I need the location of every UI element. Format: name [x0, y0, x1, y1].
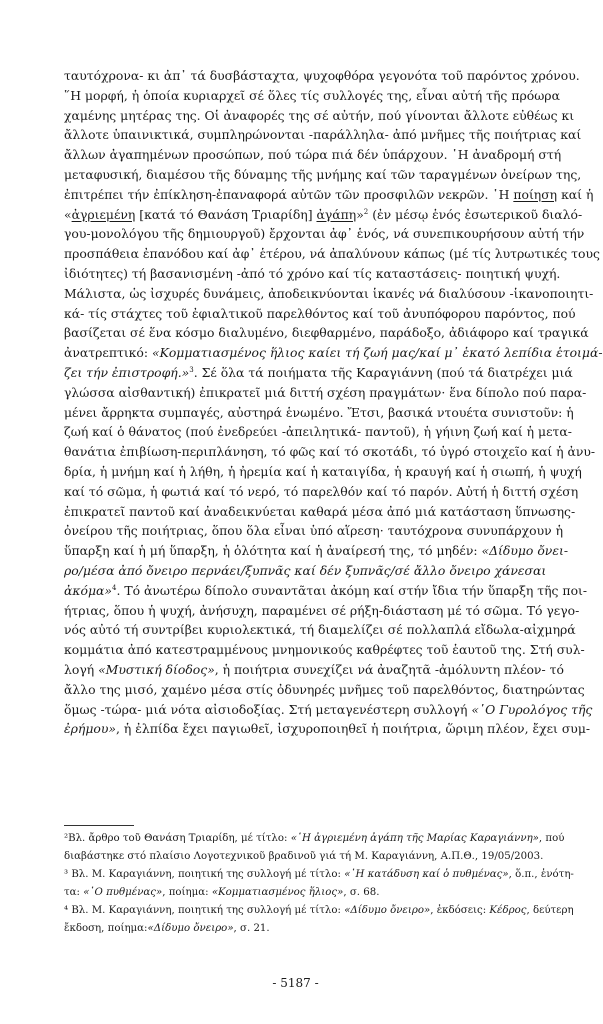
- body-text: [64, 66, 603, 739]
- footnote-divider: [64, 825, 134, 826]
- text-run: , πού: [538, 833, 565, 844]
- text-run: ἐπιτρέπει τήν ἐπίκληση-ἐπαναφορά αὐτῶν τῶν προσφιλῶν νεκρῶν. ῾Η: [64, 186, 514, 202]
- text-run: καί ἡ: [557, 186, 594, 202]
- text-line: ζωή καί ὁ θάνατος (πού ἐνεδρεύει -ἀπειλητικά- παντοῦ), ἡ γήινη ζωή καί ἡ μετα-: [64, 424, 572, 440]
- quote-text: «Δίδυμο ὄνειρο»: [344, 905, 431, 916]
- underlined-text: ἀγάπη: [316, 206, 357, 222]
- footnote-line: [64, 866, 574, 884]
- footnote-line: [64, 884, 544, 902]
- text-line: καί τό σῶμα, ἡ φωτιά καί τό νερό, τό παρελθόν καί τό παρόν. Αὐτή ἡ διττή σχέση: [64, 483, 579, 499]
- text-line: ήτριας, ὅπου ἡ ψυχή, ἀνήσυχη, παραμένει σέ ρήξη-διάσταση μέ τό σῶμα. Τό γεγο-: [64, 602, 580, 618]
- text-run: , ἐκδόσεις:: [430, 905, 490, 916]
- text-line: νός αὐτό τή συντρίβει κυριολεκτικά, τή διαμελίζει σέ πολλαπλά εἴδωλα-αἰχμηρά: [64, 622, 576, 638]
- text-run: , ἡ ποιήτρια συνεχίζει νά ἀναζητᾶ -ἀμόλυντη πλέον- τό: [214, 661, 564, 677]
- text-line: ὀνείρου τῆς ποιήτριας, ὅπου ὅλα εἶναι ὑπό αἵρεση· ταυτόχρονα συνυπάρχουν ἡ: [64, 523, 564, 539]
- quote-text: «Μυστική δίοδος»: [98, 661, 215, 677]
- text-line: [64, 205, 583, 225]
- quote-text: «Δίδυμο ὄνειρο»: [147, 923, 234, 934]
- text-line: [64, 700, 593, 720]
- quote-text: «Κομματιασμένος ἥλιος»: [211, 887, 344, 898]
- text-run: τα:: [64, 887, 84, 898]
- footnote-line: [64, 830, 565, 848]
- underlined-text: ποίηση: [513, 186, 558, 202]
- text-run: (ἐν μέσῳ ἑνός ἐσωτερικοῦ διαλό-: [368, 206, 583, 222]
- text-run: «: [64, 206, 72, 222]
- text-run: λογή: [64, 661, 99, 677]
- quote-text: «῾Ο πυθμένας»: [83, 887, 163, 898]
- text-run: ³ Βλ. Μ. Καραγιάννη, ποιητική της συλλογή μέ τίτλο:: [64, 869, 345, 880]
- text-run: , δεύτερη: [526, 905, 574, 916]
- text-line: χαμένης μητέρας της. Οἱ ἀναφορές της σέ αὐτήν, πού γίνονται ἄλλοτε εὐθέως κι: [64, 107, 575, 123]
- text-line: [64, 541, 569, 561]
- text-line: προσπάθεια ἐπανόδου καί ἀφ᾽ ἑτέρου, νά ἀπαλύνουν κάπως (μέ τίς λυτρωτικές τους: [64, 246, 600, 262]
- quote-text: ἀκόμα»: [64, 582, 112, 598]
- text-line: ταυτόχρονα- κι ἀπ᾽ τά δυσβάσταχτα, ψυχοφθόρα γεγονότα τοῦ παρόντος χρόνου.: [64, 68, 580, 83]
- quote-text: ζει τήν ἐπιστροφή.»: [64, 364, 190, 380]
- footnote-ref: 4: [111, 583, 117, 592]
- quote-text: «Κομματιασμένος ἥλιος καίει τή ζωή μας/καί μ᾽ ἑκατό λεπίδια ἑτοιμά-: [152, 345, 603, 361]
- text-line: ῞Η μορφή, ἡ ὁποία κυριαρχεῖ σέ ὅλες τίς συλλογές της, εἶναι αὐτή τῆς πρόωρα: [64, 87, 560, 103]
- footnotes: [64, 830, 574, 938]
- text-line: ἄλλο της μισό, χαμένο μέσα στίς ὀδυνηρές μνῆμες τοῦ παρελθόντος, διατηρώντας: [64, 681, 585, 697]
- text-line: βασίζεται σέ ἕνα κόσμο διαλυμένο, διεφθαρμένο, παράδοξο, ἀδιάφορο καί τραγικά: [64, 325, 589, 341]
- quote-text: «῾Ο Γυρολόγος τῆς: [471, 701, 593, 717]
- text-line: δρία, ἡ μνήμη καί ἡ λήθη, ἡ ἠρεμία καί ἡ καταιγίδα, ἡ κραυγή καί ἡ σιωπή, ἡ ψυχή: [64, 463, 582, 479]
- text-line: [64, 185, 594, 205]
- quote-text: «῾Η ἀγριεμένη ἀγάπη τῆς Μαρίας Καραγιάννη»: [290, 833, 539, 844]
- text-run: , ἡ ἐλπίδα ἔχει παγιωθεῖ, ἰσχυροποιηθεῖ ἡ ποιήτρια, ὥριμη πλέον, ἔχει συμ-: [115, 721, 591, 737]
- text-line: μένει ἄρρηκτα συμπαγές, αὐστηρά ἑνωμένο. Ἔτσι, βασικά ντουέτα συνιστοῦν: ἡ: [64, 404, 574, 420]
- text-run: ²Βλ. ἄρθρο τοῦ Θανάση Τριαρίδη, μέ τίτλο:: [64, 833, 291, 844]
- text-line: [64, 581, 588, 601]
- text-run: ὕπαρξη καί ἡ μή ὕπαρξη, ἡ ὁλότητα καί ἡ ἀναίρεσή της, τό μηδέν:: [64, 543, 482, 559]
- footnote-line: διαβάστηκε στό πλαίσιο Λογοτεχνικοῦ βραδινοῦ γιά τή Μ. Καραγιάννη, Α.Π.Θ., 19/05/2003.: [64, 851, 544, 862]
- text-line: μεταφυσική, διαμέσου τῆς δύναμης τῆς μνήμης καί τῶν ταραγμένων ὀνείρων της,: [64, 166, 582, 182]
- quote-text: Κέδρος: [489, 905, 527, 916]
- text-line: κά- τίς στάχτες τοῦ ἐφιαλτικοῦ παρελθόντος καί τοῦ ἀνυπόφορου παρόντος, πού: [64, 305, 576, 321]
- quote-text: ἐρήμου»: [64, 721, 116, 737]
- footnote-ref: 2: [363, 207, 369, 216]
- text-run: , σ. 68.: [343, 887, 380, 898]
- text-run: »: [356, 206, 364, 222]
- text-run: ἀνατρεπτικό:: [64, 345, 152, 361]
- text-line: [64, 660, 564, 680]
- text-run: . Σέ ὅλα τά ποιήματα τῆς Καραγιάννη (πού τά διατρέχει μιά: [193, 364, 573, 380]
- quote-text: «῾Η κατάδυση καί ὁ πυθμένας»: [344, 869, 509, 880]
- text-run: ἔκδοση, ποίημα:: [64, 923, 148, 934]
- text-run: , σ. 21.: [233, 923, 270, 934]
- footnote-line: [64, 902, 574, 920]
- text-line: γου-μονολόγου τῆς δημιουργοῦ) ἔρχονται ἀφ᾽ ἑνός, νά συνεπικουρήσουν αὐτή τήν: [64, 226, 585, 242]
- footnote-ref: 3: [189, 365, 194, 374]
- text-line: ἄλλων ἀγαπημένων προσώπων, πού τώρα πιά δέν ὑπάρχουν. ῾Η ἀναδρομή στή: [64, 147, 562, 163]
- text-line: γλώσσα αἰσθαντική) ἐπικρατεῖ μιά διττή σχέση πραγμάτων· ἕνα δίπολο πού παρα-: [64, 384, 587, 400]
- text-line: ἰδιότητες) τή βασανισμένη -ἀπό τό χρόνο καί τίς καταστάσεις- ποιητική ψυχή.: [64, 265, 561, 281]
- text-line: ἐπικρατεῖ παντοῦ καί ἀναδεικνύεται καθαρά μέσα ἀπό μιά κατάσταση ὕπνωσης-: [64, 503, 576, 519]
- text-line: ἄλλοτε ὑπαινικτικά, συμπληρώνονται -παράλληλα- ἀπό μνῆμες τῆς ποιήτριας καί: [64, 127, 582, 143]
- text-run: , ποίημα:: [162, 887, 212, 898]
- text-line: [64, 343, 603, 363]
- footnote-line: [64, 920, 544, 938]
- text-run: . Τό ἀνωτέρω δίπολο συναντᾶται ἀκόμη καί στήν ἴδια τήν ὕπαρξη τῆς ποι-: [116, 582, 588, 598]
- text-run: ⁴ Βλ. Μ. Καραγιάννη, ποιητική της συλλογή μέ τίτλο:: [64, 905, 345, 916]
- text-line: [64, 719, 591, 739]
- underlined-text: ἀγριεμένη: [71, 206, 136, 222]
- quote-text: «Δίδυμο ὄνει-: [481, 543, 569, 559]
- text-line: ρο/μέσα ἀπό ὄνειρο περνάει/ξυπνᾶς καί δέν ξυπνᾶς/σέ ἄλλο ὄνειρο χάνεσαι: [64, 562, 547, 578]
- text-run: [κατά τό Θανάση Τριαρίδη]: [135, 206, 317, 222]
- page-number: - 5187 -: [272, 976, 319, 990]
- text-run: ὅμως -τώρα- μιά νότα αἰσιοδοξίας. Στή μεταγενέστερη συλλογή: [64, 701, 472, 717]
- text-line: [64, 363, 573, 383]
- text-run: , ὅ.π., ἑνότη-: [508, 869, 574, 880]
- text-line: θανάτια ἐπιβίωση-περιπλάνηση, τό φῶς καί τό σκοτάδι, τό ὑγρό στοιχεῖο καί ἡ ἀνυ-: [64, 444, 596, 460]
- text-line: κομμάτια ἀπό κατεστραμμένους μνημονικούς καθρέφτες τοῦ ἑαυτοῦ της. Στή συλ-: [64, 642, 585, 658]
- text-line: Μάλιστα, ὡς ἰσχυρές δυνάμεις, ἀποδεικνύονται ἱκανές νά διαλύσουν -ἱκανοποιητι-: [64, 285, 594, 301]
